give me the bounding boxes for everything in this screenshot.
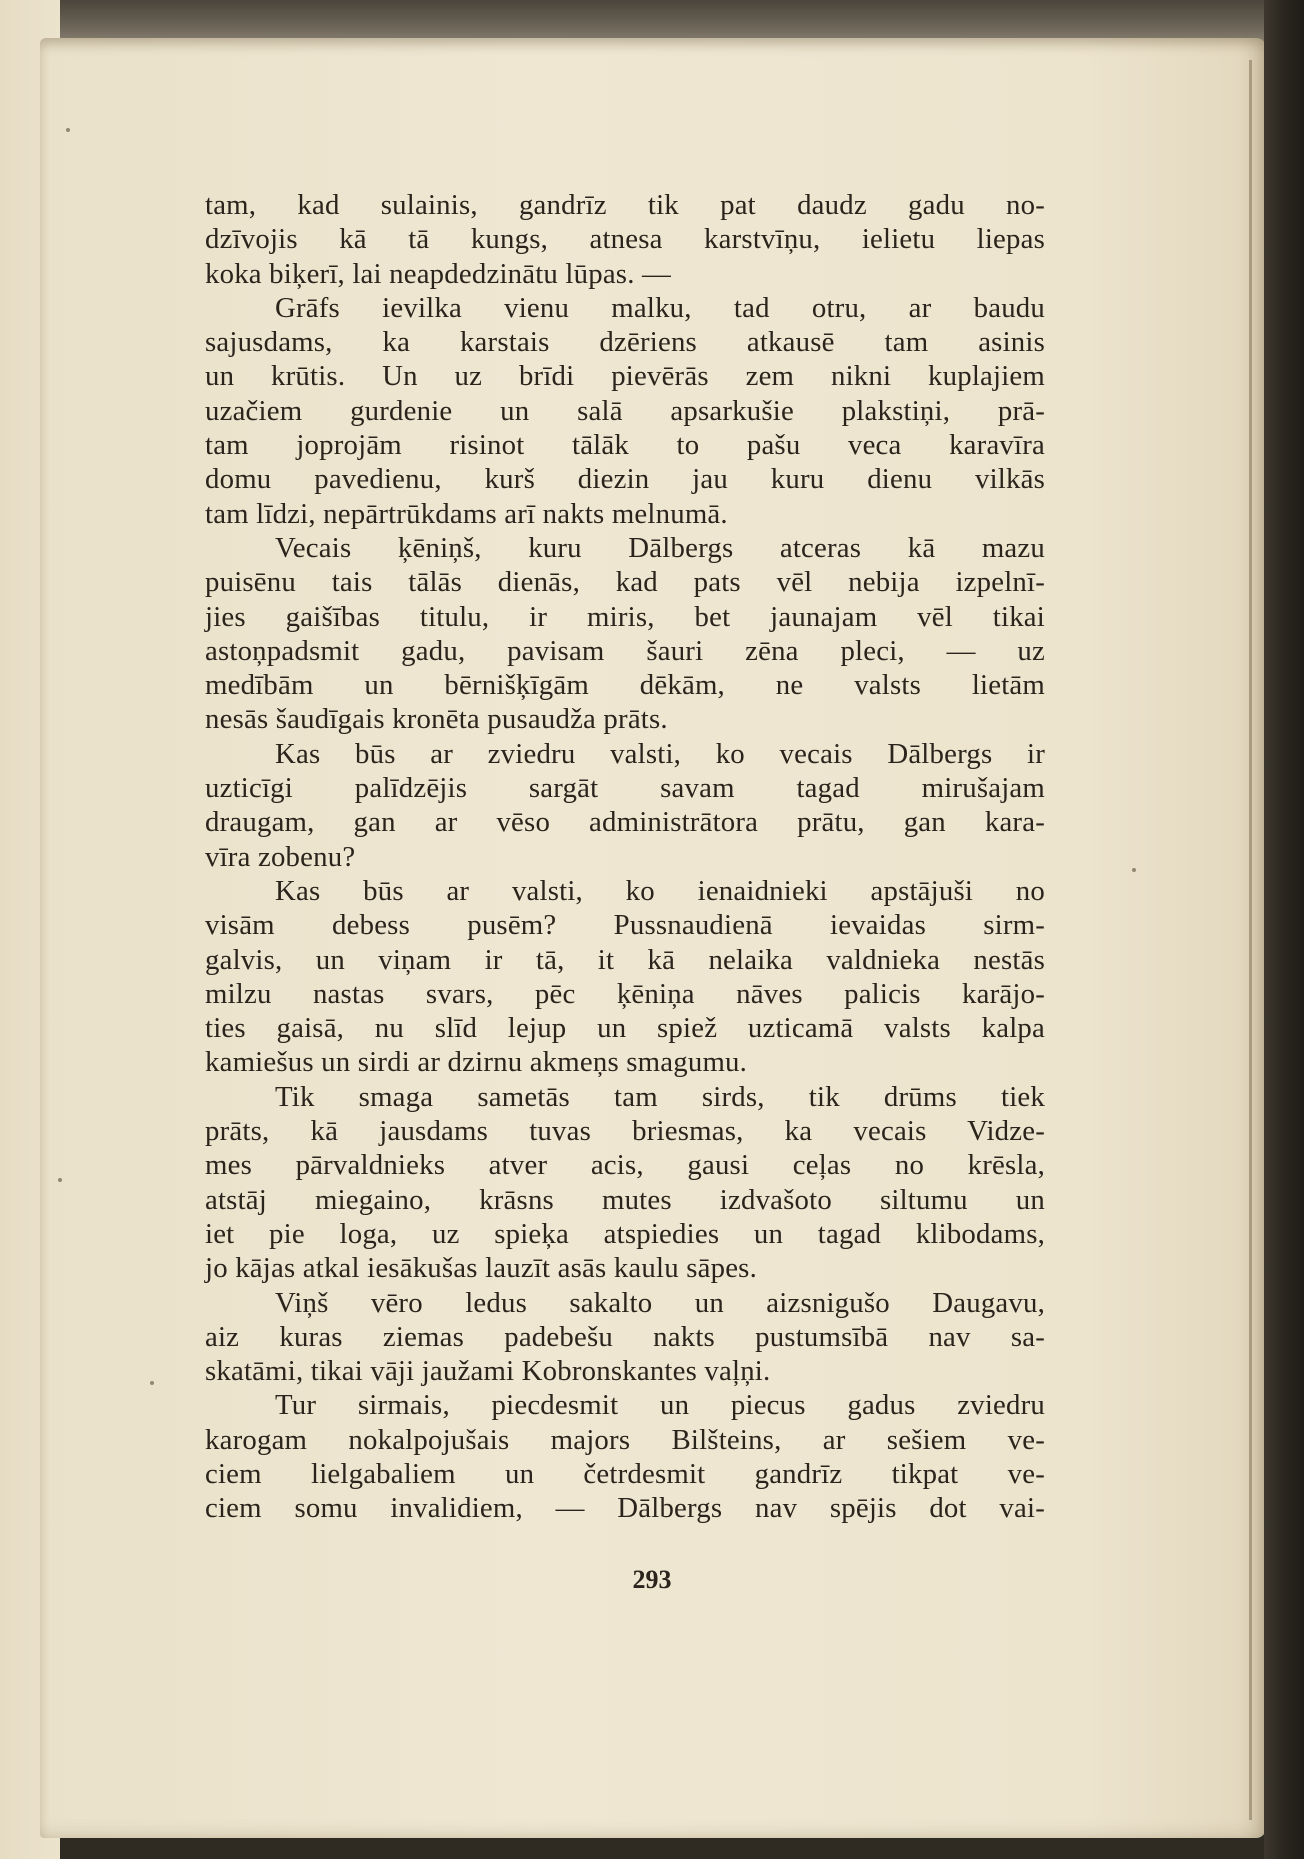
text-line: skatāmi, tikai vāji jaužami Kobronskantes vaļņi. bbox=[205, 1355, 771, 1388]
paper-speck bbox=[150, 1381, 154, 1385]
text-line: Tik smaga sametās tam sirds, tik drūms tiek bbox=[275, 1080, 1045, 1113]
text-line: jies gaišības titulu, ir miris, bet jaunajam vēl tikai bbox=[205, 600, 1045, 633]
text-line: visām debess pusēm? Pussnaudienā ievaidas sirm- bbox=[205, 909, 1045, 942]
text-line: tam, kad sulainis, gandrīz tik pat daudz gadu no- bbox=[205, 189, 1045, 221]
paper-speck bbox=[58, 1178, 62, 1182]
text-line: jo kājas atkal iesākušas lauzīt asās kaulu sāpes. bbox=[205, 1252, 757, 1285]
text-line: draugam, gan ar vēso administrātora prātu, gan kara- bbox=[205, 806, 1045, 839]
text-line: ties gaisā, nu slīd lejup un spiež uzticamā valsts kalpa bbox=[205, 1012, 1045, 1045]
text-line: sajusdams, ka karstais dzēriens atkausē tam asinis bbox=[205, 326, 1045, 359]
text-line: Grāfs ievilka vienu malku, tad otru, ar baudu bbox=[275, 291, 1045, 324]
text-line: nesās šaudīgais kronēta pusaudža prāts. bbox=[205, 703, 668, 736]
paper-speck bbox=[66, 128, 70, 132]
text-line: tam joprojām risinot tālāk to pašu veca karavīra bbox=[205, 429, 1045, 462]
text-line: iet pie loga, uz spieķa atspiedies un tagad klibodams, bbox=[205, 1217, 1045, 1250]
text-line: vīra zobenu? bbox=[205, 840, 356, 873]
text-line: dzīvojis kā tā kungs, atnesa karstvīņu, ielietu liepas bbox=[205, 223, 1045, 256]
body-text bbox=[205, 188, 1045, 1526]
page-edge-shadow bbox=[1249, 60, 1252, 1820]
text-line: Vecais ķēniņš, kuru Dālbergs atceras kā mazu bbox=[275, 531, 1045, 564]
text-line: domu pavedienu, kurš diezin jau kuru dienu vilkās bbox=[205, 463, 1045, 496]
text-line: galvis, un viņam ir tā, it kā nelaika valdnieka nestās bbox=[205, 943, 1045, 976]
text-line: uzticīgi palīdzējis sargāt savam tagad mirušajam bbox=[205, 772, 1045, 805]
text-line: atstāj miegaino, krāsns mutes izdvašoto siltumu un bbox=[205, 1183, 1045, 1216]
text-line: milzu nastas svars, pēc ķēniņa nāves palicis karājo- bbox=[205, 977, 1045, 1010]
text-line: aiz kuras ziemas padebešu nakts pustumsībā nav sa- bbox=[205, 1320, 1045, 1353]
text-line: ciem lielgabaliem un četrdesmit gandrīz tikpat ve- bbox=[205, 1457, 1045, 1490]
text-line: un krūtis. Un uz brīdi pievērās zem nikni kuplajiem bbox=[205, 360, 1045, 393]
text-line: Viņš vēro ledus sakalto un aizsnigušo Daugavu, bbox=[275, 1286, 1045, 1319]
text-line: Kas būs ar zviedru valsti, ko vecais Dālbergs ir bbox=[275, 737, 1045, 770]
text-line: ciem somu invalidiem, — Dālbergs nav spējis dot vai- bbox=[205, 1492, 1045, 1525]
text-line: Tur sirmais, piecdesmit un piecus gadus zviedru bbox=[275, 1389, 1045, 1422]
text-line: prāts, kā jausdams tuvas briesmas, ka vecais Vidze- bbox=[205, 1115, 1045, 1148]
text-line: Kas būs ar valsti, ko ienaidnieki apstājuši no bbox=[275, 874, 1045, 907]
text-line: tam līdzi, nepārtrūkdams arī nakts melnumā. bbox=[205, 497, 728, 530]
text-line: uzačiem gurdenie un salā apsarkušie plakstiņi, prā- bbox=[205, 394, 1045, 427]
paper-speck bbox=[1132, 868, 1136, 872]
text-line: puisēnu tais tālās dienās, kad pats vēl nebija izpelnī- bbox=[205, 566, 1045, 599]
text-line: kamiešus un sirdi ar dzirnu akmeņs smagumu. bbox=[205, 1046, 748, 1079]
text-line: mes pārvaldnieks atver acis, gausi ceļas no krēsla, bbox=[205, 1149, 1045, 1182]
page-number: 293 bbox=[632, 1565, 672, 1594]
text-line: astoņpadsmit gadu, pavisam šauri zēna pleci, — uz bbox=[205, 634, 1045, 667]
text-line: medībām un bērnišķīgām dēkām, ne valsts lietām bbox=[205, 669, 1045, 702]
text-line: koka biķerī, lai neapdedzinātu lūpas. — bbox=[205, 257, 672, 290]
text-line: karogam nokalpojušais majors Bilšteins, ar sešiem ve- bbox=[205, 1423, 1045, 1456]
